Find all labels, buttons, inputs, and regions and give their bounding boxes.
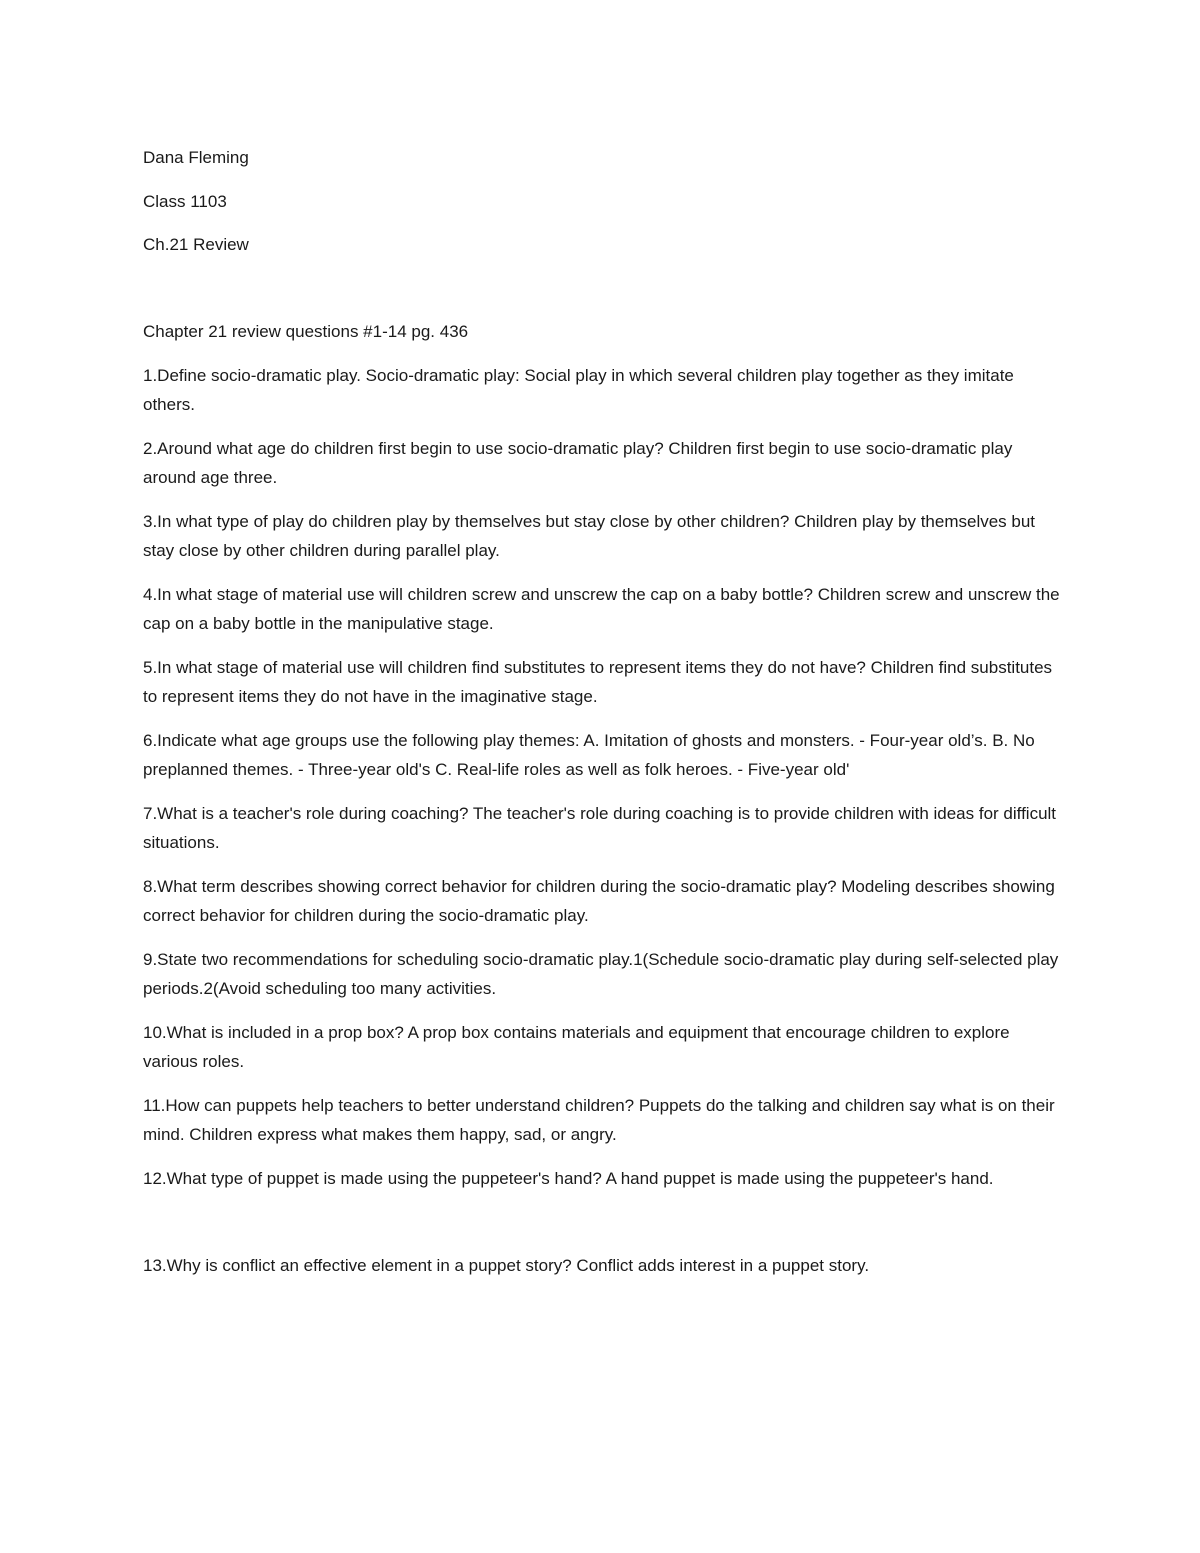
student-name: Dana Fleming	[143, 148, 249, 167]
question-3: 3.In what type of play do children play by themselves but stay close by other children? Children play by themselves but stay close by other children during parallel play.	[143, 512, 1036, 560]
question-7: 7.What is a teacher's role during coaching? The teacher's role during coaching is to provide children with ideas for difficult situations.	[143, 804, 1057, 852]
question-4: 4.In what stage of material use will children screw and unscrew the cap on a baby bottle? Children screw and unscrew the cap on a baby bottle in the manipulative stage.	[143, 585, 1060, 633]
review-intro: Chapter 21 review questions #1-14 pg. 436	[143, 322, 469, 341]
document-body	[143, 143, 1068, 1295]
class-number: Class 1103	[143, 192, 227, 211]
question-10: 10.What is included in a prop box? A prop box contains materials and equipment that encourage children to explore various roles.	[143, 1023, 1010, 1071]
question-6: 6.Indicate what age groups use the following play themes: A. Imitation of ghosts and monsters. - Four-year old’s. B. No preplanned themes. - Three-year old's C. Real-life roles as well as folk heroes. - Five-year old'	[143, 731, 1035, 779]
question-9: 9.State two recommendations for scheduling socio-dramatic play.1(Schedule socio-dramatic play during self-selected play periods.2(Avoid scheduling too many activities.	[143, 950, 1059, 998]
question-1: 1.Define socio-dramatic play. Socio-dramatic play: Social play in which several children play together as they imitate others.	[143, 366, 1014, 414]
question-12: 12.What type of puppet is made using the puppeteer's hand? A hand puppet is made using the puppeteer's hand.	[143, 1169, 994, 1188]
question-2: 2.Around what age do children first begin to use socio-dramatic play? Children first begin to use socio-dramatic play around age three.	[143, 439, 1013, 487]
question-13: 13.Why is conflict an effective element in a puppet story? Conflict adds interest in a puppet story.	[143, 1256, 870, 1275]
question-5: 5.In what stage of material use will children find substitutes to represent items they do not have? Children find substitutes to represent items they do not have in the imaginative stage.	[143, 658, 1053, 706]
question-8: 8.What term describes showing correct behavior for children during the socio-dramatic play? Modeling describes showing correct behavior for children during the socio-dramatic play.	[143, 877, 1055, 925]
chapter-title: Ch.21 Review	[143, 235, 249, 254]
question-11: 11.How can puppets help teachers to better understand children? Puppets do the talking and children say what is on their mind. Children express what makes them happy, sad, or angry.	[143, 1096, 1055, 1144]
